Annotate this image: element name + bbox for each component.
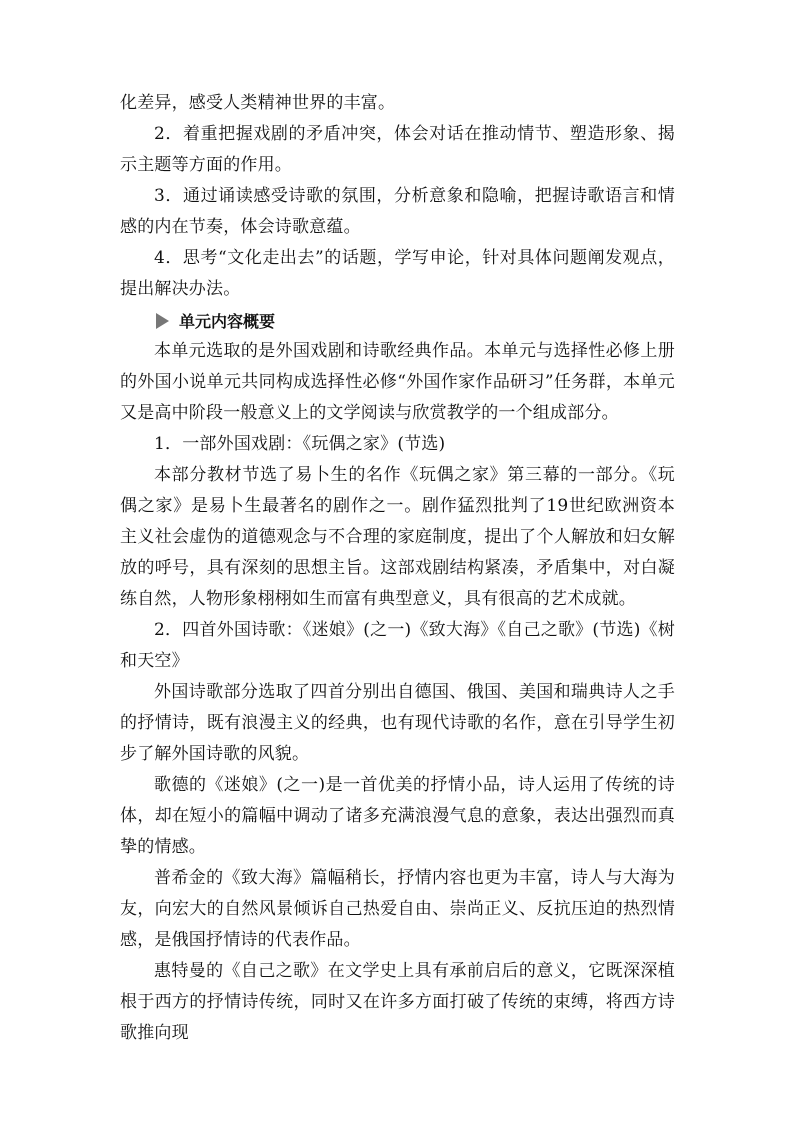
section-heading: [120, 305, 675, 336]
paragraph-unit-overview: 本单元选取的是外国戏剧和诗歌经典作品。本单元与选择性必修上册的外国小说单元共同构成选择性必修“外国作家作品研习”任务群，本单元又是高中阶段一般意义上的文学阅读与欣赏教学的一个组成部分。: [120, 341, 675, 423]
subheading-poems: 2．四首外国诗歌：《迷娘》(之一)《致大海》《自己之歌》(节选)《树和天空》: [120, 620, 675, 671]
paragraph-goal-4: 4．思考“文化走出去”的话题，学写申论，针对具体问题阐发观点，提出解决办法。: [120, 248, 675, 299]
subheading-drama: 1．一部外国戏剧：《玩偶之家》(节选): [154, 434, 446, 454]
document-page: [120, 88, 675, 1049]
paragraph-pushkin: 普希金的《致大海》篇幅稍长，抒情内容也更为丰富，诗人与大海为友，向宏大的自然风景倾诉自己热爱自由、崇尚正义、反抗压迫的热烈情感，是俄国抒情诗的代表作品。: [120, 868, 675, 950]
paragraph-whitman: 惠特曼的《自己之歌》在文学史上具有承前启后的意义，它既深深植根于西方的抒情诗传统，同时又在许多方面打破了传统的束缚，将西方诗歌推向现: [120, 961, 675, 1043]
paragraph-poems-overview: 外国诗歌部分选取了四首分别出自德国、俄国、美国和瑞典诗人之手的抒情诗，既有浪漫主义的经典，也有现代诗歌的名作，意在引导学生初步了解外国诗歌的风貌。: [120, 682, 675, 764]
paragraph-goal-2: 2．着重把握戏剧的矛盾冲突，体会对话在推动情节、塑造形象、揭示主题等方面的作用。: [120, 124, 675, 175]
paragraph-goal-1-continued: 化差异，感受人类精神世界的丰富。: [120, 93, 396, 113]
paragraph-goal-3: 3．通过诵读感受诗歌的氛围，分析意象和隐喻，把握诗歌语言和情感的内在节奏，体会诗歌意蕴。: [120, 186, 675, 237]
paragraph-drama: 本部分教材节选了易卜生的名作《玩偶之家》第三幕的一部分。《玩偶之家》是易卜生最著名的剧作之一。剧作猛烈批判了19世纪欧洲资本主义社会虚伪的道德观念与不合理的家庭制度，提出了个人解放和妇女解放的呼号，具有深刻的思想主旨。这部戏剧结构紧凑，矛盾集中，对白凝练自然，人物形象栩栩如生而富有典型意义，具有很高的艺术成就。: [120, 465, 675, 609]
triangle-bullet-icon: [156, 313, 169, 329]
section-heading-title: 单元内容概要: [179, 312, 276, 331]
paragraph-goethe: 歌德的《迷娘》(之一)是一首优美的抒情小品，诗人运用了传统的诗体，却在短小的篇幅中调动了诸多充满浪漫气息的意象，表达出强烈而真挚的情感。: [120, 775, 675, 857]
